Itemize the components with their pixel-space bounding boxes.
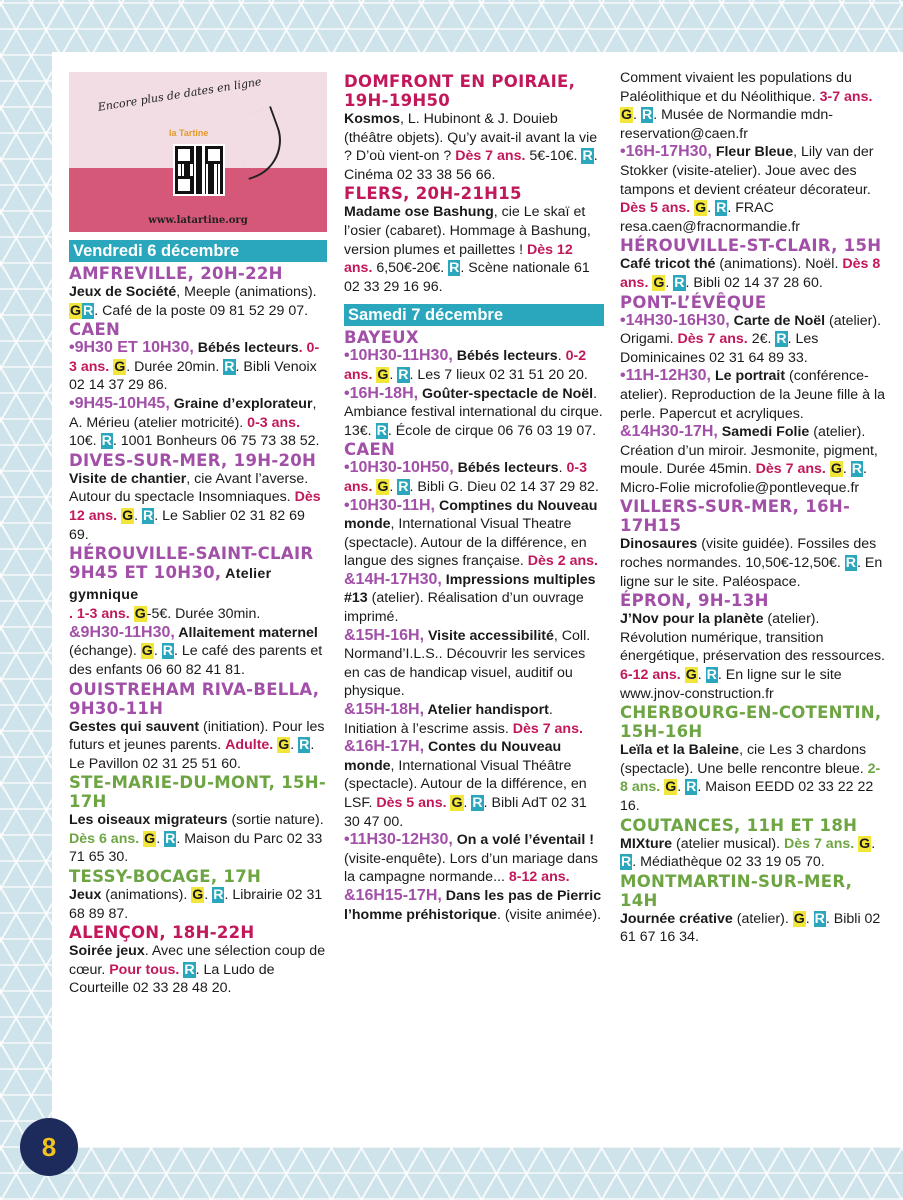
city-title: OUISTREHAM RIVA-BELLA, 9H30-11H <box>69 679 320 718</box>
promo-banner[interactable] <box>69 72 327 232</box>
event-entry: J’Nov pour la planète (atelier). Révolution numérique, transition énergétique, préservation des ressources. 6-12 ans. G. R. En ligne sur le site www.jnov-construction.fr <box>620 611 885 702</box>
city-title: ÉPRON, 9H-13H <box>620 591 769 611</box>
event-entry: •9H30 ET 10H30, Bébés lecteurs. 0-3 ans. G. Durée 20min. R. Bibli Venoix 02 14 37 29 86. <box>69 339 320 394</box>
city-title: STE-MARIE-DU-MONT, 15H-17H <box>69 773 327 812</box>
r-badge-icon: R <box>845 555 857 572</box>
r-badge-icon: R <box>706 667 717 684</box>
g-badge-icon: G <box>144 830 156 847</box>
column-3 <box>620 69 888 947</box>
r-badge-icon: R <box>814 910 825 927</box>
g-badge-icon: G <box>685 667 697 684</box>
g-badge-icon: G <box>192 887 204 904</box>
city-title: TESSY-BOCAGE, 17H <box>69 867 262 887</box>
event-entry: •14H30-16H30, Carte de Noël (atelier). Origami. Dès 7 ans. 2€. R. Les Dominicaines 02 31 64 89 33. <box>620 311 882 366</box>
event-entry: &9H30-11H30, Allaitement maternel (échange). G. R. Le café des parents et des enfants 06 60 82 41 81. <box>69 623 323 678</box>
r-badge-icon: R <box>449 260 460 277</box>
event-entry: &14H-17H30, Impressions multiples #13 (atelier). Réalisation d’un ouvrage imprimé. <box>344 570 596 626</box>
city-title: COUTANCES, 11H ET 18H <box>620 815 858 835</box>
promo-tagline: Encore plus de dates en ligne <box>96 75 263 114</box>
g-badge-icon: G <box>621 107 633 124</box>
city-title: MONTMARTIN-SUR-MER, 14H <box>620 871 853 910</box>
city-title: CAEN <box>69 320 121 340</box>
event-entry: Comment vivaient les populations du Paléolithique et du Néolithique. 3-7 ans. G. R. Musée de Normandie mdn-reservation@caen.fr <box>620 70 873 142</box>
event-entry: &14H30-17H, Samedi Folie (atelier). Création d’un miroir. Jesmonite, pigment, moule. Durée 45min. Dès 7 ans. G. R. Micro-Folie microfolie@pontleveque.fr <box>620 423 878 496</box>
event-entry: Kosmos, L. Hubinont & J. Douieb (théâtre objets). Qu’y avait-il avant la vie ? D’où vient-on ? Dès 7 ans. 5€-10€. R. Cinéma 02 33 38 56 66. <box>344 111 598 183</box>
event-entry: •10H30-11H, Comptines du Nouveau monde, International Visual Theatre (spectacle). Autour de la différence, en langue des signes française. Dès 2 ans. <box>344 496 598 570</box>
page-number: 8 <box>20 1118 78 1176</box>
r-badge-icon: R <box>165 830 176 847</box>
city-title: CAEN <box>344 440 396 460</box>
event-entry: Jeux de Société, Meeple (animations). G R. Café de la poste 09 81 52 29 07. <box>69 284 317 319</box>
event-entry: Madame ose Bashung, cie Le skaï et l’osier (cabaret). Hommage à Bashung, version plumes et paillettes ! Dès 12 ans. 6,50€-20€. R. Scène nationale 61 02 33 29 16 96. <box>344 204 591 295</box>
g-badge-icon: G <box>122 507 134 524</box>
r-badge-icon: R <box>582 148 593 165</box>
r-badge-icon: R <box>184 961 195 978</box>
city-title: CHERBOURG-EN-COTENTIN, 15H-16H <box>620 703 882 742</box>
event-entry: Les oiseaux migrateurs (sortie nature). Dès 6 ans. G. R. Maison du Parc 02 33 71 65 30. <box>69 812 324 866</box>
event-entry: Journée créative (atelier). G. R. Bibli 02 61 67 16 34. <box>620 910 881 946</box>
r-badge-icon: R <box>472 795 483 811</box>
city-title: HÉROUVILLE-ST-CLAIR, 15H <box>620 236 882 256</box>
event-entry: •9H45-10H45, Graine d’explorateur, A. Mérieu (atelier motricité). 0-3 ans. 10€. R. 1001 Bonheurs 06 75 73 38 52. <box>69 394 320 450</box>
r-badge-icon: R <box>686 779 697 796</box>
event-entry: Jeux (animations). G. R. Librairie 02 31 68 89 87. <box>69 887 323 922</box>
city-title: HÉROUVILLE-SAINT-CLAIR 9H45 ET 10H30, Atelier gymnique <box>69 544 314 604</box>
r-badge-icon: R <box>101 433 112 450</box>
r-badge-icon: R <box>224 358 235 375</box>
g-badge-icon: G <box>114 358 126 375</box>
city-title: DOMFRONT EN POIRAIE, 19H-19H50 <box>344 72 576 110</box>
r-badge-icon: R <box>641 107 653 124</box>
event-entry: Visite de chantier, cie Avant l’averse. Autour du spectacle Insomniaques. Dès 12 ans. G. R. Le Sablier 02 31 82 69 69. <box>69 470 321 543</box>
g-badge-icon: G <box>134 606 146 623</box>
g-badge-icon: G <box>377 478 389 495</box>
event-entry: . 1-3 ans. G-5€. Durée 30min. <box>69 606 261 623</box>
r-badge-icon: R <box>143 507 154 524</box>
event-entry: •16H-17H30, Fleur Bleue, Lily van der Stokker (visite-atelier). Joue avec des tampons et devient créateur décorateur. Dès 5 ans. G. R. FRAC resa.caen@fracnormandie.fr <box>620 143 874 235</box>
city-title: AMFREVILLE, 20H-22H <box>69 264 283 283</box>
event-entry: •10H30-11H30, Bébés lecteurs. 0-2 ans. G. R. Les 7 lieux 02 31 51 20 20. <box>344 347 588 383</box>
event-entry: •11H-12H30, Le portrait (conférence-atelier). Reproduction de la Jeune fille à la perle. Papercut et acryliques. <box>620 367 885 422</box>
event-entry: Café tricot thé (animations). Noël. Dès 8 ans. G. R. Bibli 02 14 37 28 60. <box>620 256 881 291</box>
r-badge-icon: R <box>162 643 173 660</box>
event-entry: Leïla et la Baleine, cie Les 3 chardons (spectacle). Une belle rencontre bleue. 2-8 ans. G. R. Maison EEDD 02 33 22 22 16. <box>620 742 881 814</box>
r-badge-icon: R <box>299 737 310 754</box>
city-title: DIVES-SUR-MER, 19H-20H <box>69 450 317 470</box>
event-entry: Dinosaures (visite guidée). Fossiles des roches normandes. 10,50€-12,50€. R. En ligne sur le site. Paléospace. <box>620 536 883 590</box>
column-2 <box>344 72 604 924</box>
city-title: FLERS, 20H-21H15 <box>344 184 522 204</box>
city-title: PONT-L’ÉVÊQUE <box>620 292 767 312</box>
g-badge-icon: G <box>695 200 707 217</box>
g-badge-icon: G <box>278 737 290 754</box>
g-badge-icon: G <box>451 795 463 811</box>
day-header-saturday: Samedi 7 décembre <box>344 304 604 326</box>
r-badge-icon: R <box>851 461 862 478</box>
day-header-friday: Vendredi 6 décembre <box>69 240 327 262</box>
event-entry: &15H-18H, Atelier handisport. Initiation à l’escrime assis. Dès 7 ans. <box>344 701 583 737</box>
r-badge-icon: R <box>621 854 632 871</box>
r-badge-icon: R <box>398 366 409 383</box>
r-badge-icon: R <box>213 887 224 904</box>
r-badge-icon: R <box>398 478 409 495</box>
r-badge-icon: R <box>83 302 94 319</box>
event-entry: •10H30-10H50, Bébés lecteurs. 0-3 ans. G. R. Bibli G. Dieu 02 14 37 29 82. <box>344 459 599 495</box>
g-badge-icon: G <box>793 910 805 927</box>
g-badge-icon: G <box>653 274 665 291</box>
city-title: VILLERS-SUR-MER, 16H-17H15 <box>620 497 851 536</box>
event-entry: &15H-16H, Visite accessibilité, Coll. Normand’I.L.S.. Découvrir les services en cas de handicap visuel, auditif ou physique. <box>344 626 591 700</box>
g-badge-icon: G <box>70 302 82 319</box>
city-title: BAYEUX <box>344 328 419 348</box>
event-entry: •11H30-12H30, On a volé l’éventail ! (visite-enquête). Lors d’un mariage dans la campagne normande... 8-12 ans. <box>344 831 598 886</box>
g-badge-icon: G <box>665 779 677 796</box>
event-entry: &16H15-17H, Dans les pas de Pierric l’homme préhistorique. (visite animée). <box>344 886 602 923</box>
g-badge-icon: G <box>830 461 842 478</box>
column-1 <box>69 72 327 998</box>
brand-logo: la Tartine <box>169 128 209 138</box>
qr-code-icon[interactable] <box>173 144 225 196</box>
g-badge-icon: G <box>377 366 389 383</box>
r-badge-icon: R <box>674 274 685 291</box>
event-entry: Gestes qui sauvent (initiation). Pour les futurs et jeunes parents. Adulte. G. R. Le Pavillon 02 31 25 51 60. <box>69 718 325 772</box>
g-badge-icon: G <box>141 643 153 660</box>
event-entry: Soirée jeux. Avec une sélection coup de cœur. Pour tous. R. La Ludo de Courteille 02 33 28 48 20. <box>69 943 326 997</box>
event-entry: MIXture (atelier musical). Dès 7 ans. G. R. Médiathèque 02 33 19 05 70. <box>620 835 876 871</box>
r-badge-icon: R <box>776 331 787 348</box>
event-entry: •16H-18H, Goûter-spectacle de Noël. Ambiance festival international du cirque. 13€. R. École de cirque 06 76 03 19 07. <box>344 384 603 439</box>
event-entry: &16H-17H, Contes du Nouveau monde, International Visual Théâtre (spectacle). Autour de la différence, en LSF. Dès 5 ans. G. R. Bibli AdT 02 31 30 47 00. <box>344 738 587 830</box>
r-badge-icon: R <box>376 422 387 439</box>
city-title: ALENÇON, 18H-22H <box>69 923 255 943</box>
r-badge-icon: R <box>716 200 727 217</box>
g-badge-icon: G <box>859 835 871 852</box>
promo-url[interactable]: www.latartine.org <box>148 215 248 226</box>
